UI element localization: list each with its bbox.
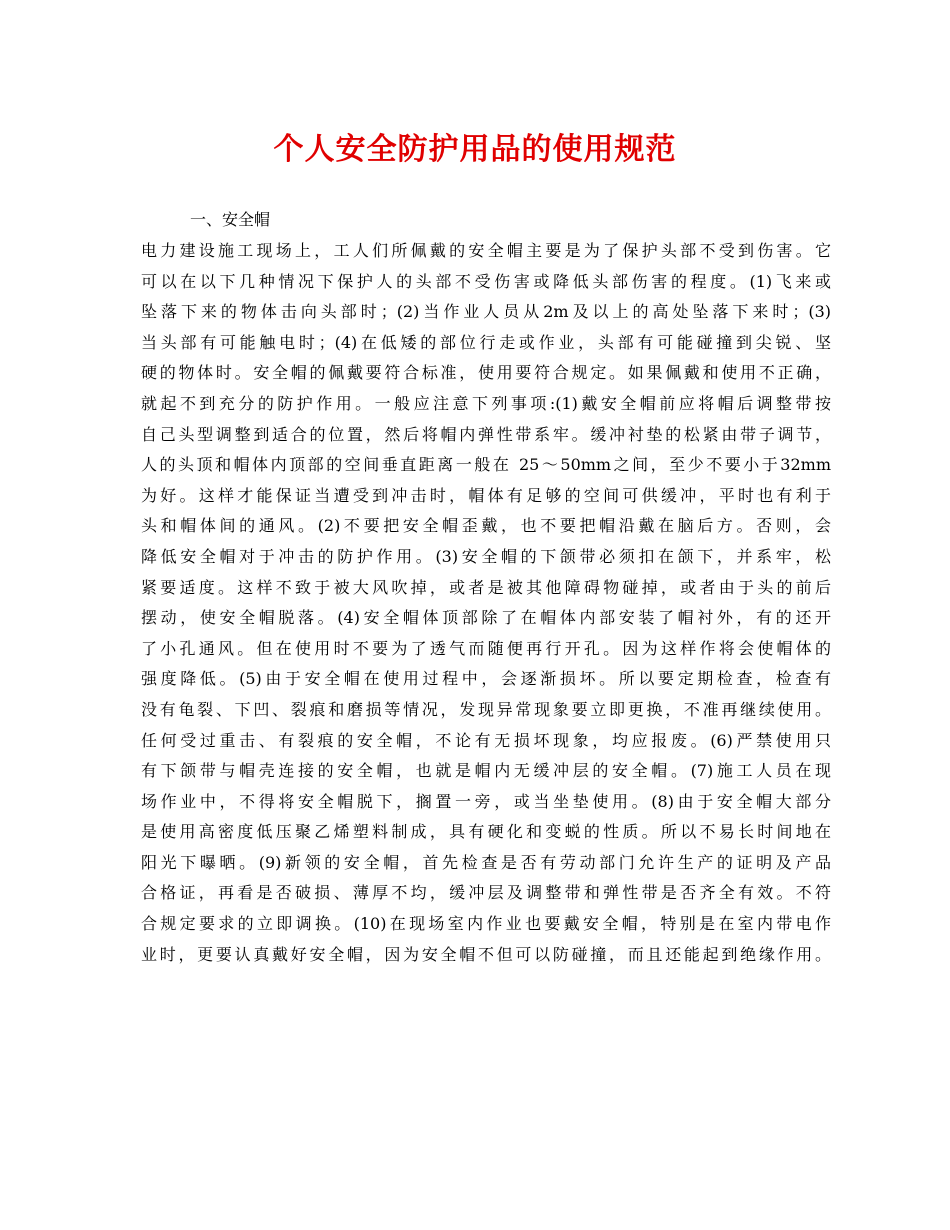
body-line: 阳光下曝晒。(9)新领的安全帽，首先检查是否有劳动部门允许生产的证明及产品 bbox=[141, 852, 831, 872]
body-line: 合规定要求的立即调换。(10)在现场室内作业也要戴安全帽，特别是在室内带电作 bbox=[141, 914, 831, 934]
body-line: 摆动，使安全帽脱落。(4)安全帽体顶部除了在帽体内部安装了帽衬外，有的还开 bbox=[141, 608, 831, 628]
body-line: 紧要适度。这样不致于被大风吹掉，或者是被其他障碍物碰掉，或者由于头的前后 bbox=[141, 577, 831, 597]
body-line: 就起不到充分的防护作用。一般应注意下列事项:(1)戴安全帽前应将帽后调整带按 bbox=[141, 393, 831, 413]
document-title: 个人安全防护用品的使用规范 bbox=[273, 132, 677, 167]
body-line: 电力建设施工现场上，工人们所佩戴的安全帽主要是为了保护头部不受到伤害。它 bbox=[141, 241, 831, 260]
body-line: 场作业中，不得将安全帽脱下，搁置一旁，或当坐垫使用。(8)由于安全帽大部分 bbox=[141, 791, 831, 811]
body-line: 了小孔通风。但在使用时不要为了透气而随便再行开孔。因为这样作将会使帽体的 bbox=[141, 638, 831, 658]
body-line: 硬的物体时。安全帽的佩戴要符合标准，使用要符合规定。如果佩戴和使用不正确， bbox=[141, 363, 831, 383]
section-body bbox=[141, 236, 831, 970]
body-line: 为好。这样才能保证当遭受到冲击时，帽体有足够的空间可供缓冲，平时也有利于 bbox=[141, 485, 831, 505]
body-line: 是使用高密度低压聚乙烯塑料制成，具有硬化和变蜕的性质。所以不易长时间地在 bbox=[141, 822, 831, 842]
body-line: 可以在以下几种情况下保护人的头部不受伤害或降低头部伤害的程度。(1)飞来或 bbox=[141, 271, 831, 291]
body-line: 当头部有可能触电时；(4)在低矮的部位行走或作业，头部有可能碰撞到尖锐、坚 bbox=[141, 332, 831, 352]
body-line: 任何受过重击、有裂痕的安全帽，不论有无损坏现象，均应报废。(6)严禁使用只 bbox=[141, 730, 831, 750]
body-line: 自己头型调整到适合的位置，然后将帽内弹性带系牢。缓冲衬垫的松紧由带子调节， bbox=[141, 424, 831, 444]
body-line: 没有龟裂、下凹、裂痕和磨损等情况，发现异常现象要立即更换，不准再继续使用。 bbox=[141, 699, 831, 719]
body-line: 业时，更要认真戴好安全帽，因为安全帽不但可以防碰撞，而且还能起到绝缘作用。 bbox=[141, 944, 831, 964]
body-line: 坠落下来的物体击向头部时；(2)当作业人员从2m及以上的高处坠落下来时；(3) bbox=[141, 302, 831, 322]
body-line: 合格证，再看是否破损、薄厚不均，缓冲层及调整带和弹性带是否齐全有效。不符 bbox=[141, 883, 831, 903]
body-line: 有下颌带与帽壳连接的安全帽，也就是帽内无缓冲层的安全帽。(7)施工人员在现 bbox=[141, 761, 831, 781]
body-line: 头和帽体间的通风。(2)不要把安全帽歪戴，也不要把帽沿戴在脑后方。否则，会 bbox=[141, 516, 831, 536]
body-line: 降低安全帽对于冲击的防护作用。(3)安全帽的下颌带必须扣在颌下，并系牢，松 bbox=[141, 546, 831, 566]
section-heading: 一、安全帽 bbox=[190, 210, 271, 229]
body-line: 人的头顶和帽体内顶部的空间垂直距离一般在 25～50mm之间，至少不要小于32mm bbox=[141, 455, 831, 475]
body-line: 强度降低。(5)由于安全帽在使用过程中，会逐渐损坏。所以要定期检查，检查有 bbox=[141, 669, 831, 689]
